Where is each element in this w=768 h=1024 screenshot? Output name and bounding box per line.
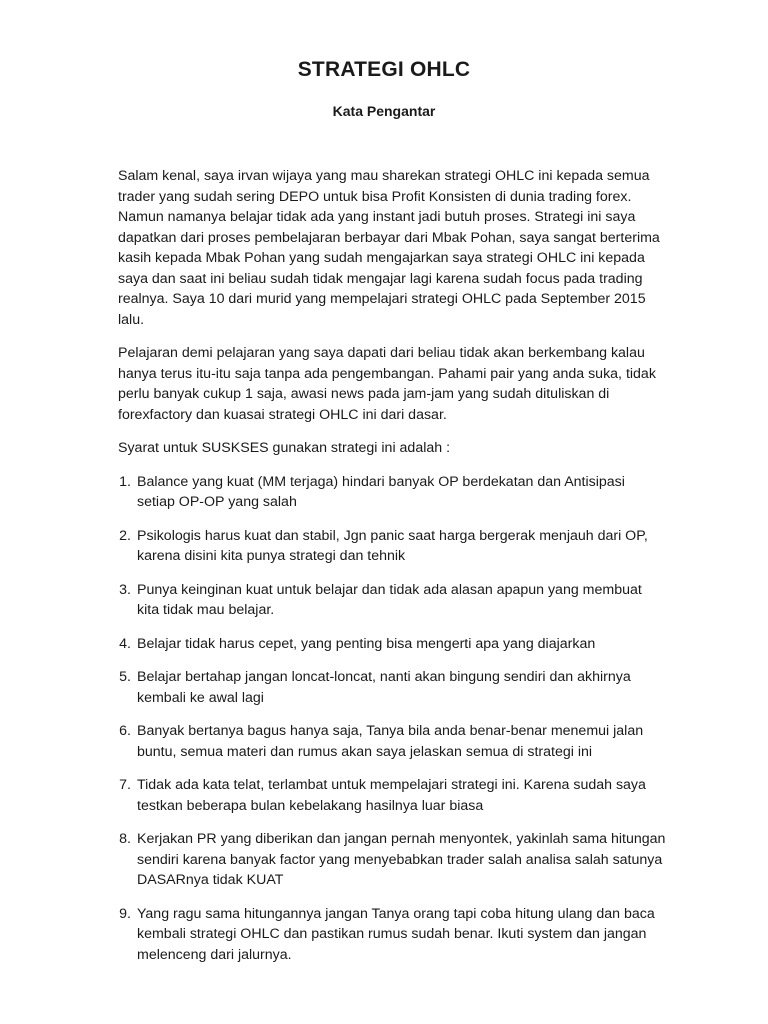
- requirements-intro: Syarat untuk SUSKSES gunakan strategi ini adalah :: [118, 440, 451, 456]
- list-item-number: 4.: [119, 635, 131, 652]
- list-item-number: 2.: [119, 527, 131, 544]
- requirements-list: [118, 472, 666, 966]
- list-item: [118, 775, 666, 816]
- list-item-text: Psikologis harus kuat dan stabil, Jgn panic saat harga bergerak menjauh dari OP, karena disini kita punya strategi dan tehnik: [137, 527, 648, 564]
- list-item-number: 5.: [119, 669, 131, 685]
- document-body: [118, 166, 666, 978]
- list-item-number: 7.: [119, 777, 131, 793]
- list-item: [118, 634, 666, 655]
- list-item-number: 6.: [119, 723, 131, 739]
- list-item: [118, 472, 666, 513]
- document-title: STRATEGI OHLC: [297, 58, 471, 81]
- list-item-text: Belajar tidak harus cepet, yang penting bisa mengerti apa yang diajarkan: [137, 635, 596, 652]
- intro-paragraph: Salam kenal, saya irvan wijaya yang mau sharekan strategi OHLC ini kepada semua trader yang sudah sering DEPO untuk bisa Profit Konsisten di dunia trading forex. Namun namanya belajar tidak ada yang instant jadi butuh proses. Strategi ini saya dapatkan dari proses pembelajaran berbayar dari Mbak Pohan, saya sangat berterima kasih kepada Mbak Pohan yang sudah mengajarkan saya strategi OHLC ini kepada saya dan saat ini beliau sudah tidak mengajar lagi karena sudah focus pada trading realnya. Saya 10 dari murid yang mempelajari strategi OHLC pada September 2015 lalu.: [118, 168, 660, 328]
- list-item-text: Kerjakan PR yang diberikan dan jangan pernah menyontek, yakinlah sama hitungan sendiri karena banyak factor yang menyebabkan trader salah analisa salah satunya DASARnya tidak KUAT: [137, 831, 666, 888]
- document-subtitle: Kata Pengantar: [332, 103, 436, 119]
- list-item-text: Yang ragu sama hitungannya jangan Tanya orang tapi coba hitung ulang dan baca kembali strategi OHLC dan pastikan rumus sudah benar. Ikuti system dan jangan melenceng dari jalurnya.: [137, 905, 655, 963]
- list-item-number: 1.: [119, 473, 131, 490]
- list-item-number: 9.: [119, 905, 131, 922]
- list-item-text: Belajar bertahap jangan loncat-loncat, nanti akan bingung sendiri dan akhirnya kembali ke awal lagi: [137, 669, 631, 706]
- list-item-text: Tidak ada kata telat, terlambat untuk mempelajari strategi ini. Karena sudah saya testkan beberapa bulan kebelakang hasilnya luar biasa: [137, 777, 646, 814]
- list-item: [118, 667, 666, 708]
- list-item: [118, 526, 666, 567]
- list-item: [118, 580, 666, 621]
- list-item-text: Punya keinginan kuat untuk belajar dan tidak ada alasan apapun yang membuat kita tidak mau belajar.: [137, 581, 642, 618]
- list-item-number: 3.: [119, 581, 131, 598]
- second-paragraph: Pelajaran demi pelajaran yang saya dapati dari beliau tidak akan berkembang kalau hanya terus itu-itu saja tanpa ada pengembangan. Pahami pair yang anda suka, tidak perlu banyak cukup 1 saja, awasi news pada jam-jam yang sudah dituliskan di forexfactory dan kuasai strategi OHLC ini dari dasar.: [118, 345, 656, 423]
- list-item-text: Balance yang kuat (MM terjaga) hindari banyak OP berdekatan dan Antisipasi setiap OP-OP yang salah: [137, 473, 625, 510]
- list-item: [118, 904, 666, 966]
- list-item-text: Banyak bertanya bagus hanya saja, Tanya bila anda benar-benar menemui jalan buntu, semua materi dan rumus akan saya jelaskan semua di strategi ini: [137, 723, 644, 760]
- list-item: [118, 721, 666, 762]
- list-item-number: 8.: [119, 831, 131, 847]
- list-item: [118, 829, 666, 891]
